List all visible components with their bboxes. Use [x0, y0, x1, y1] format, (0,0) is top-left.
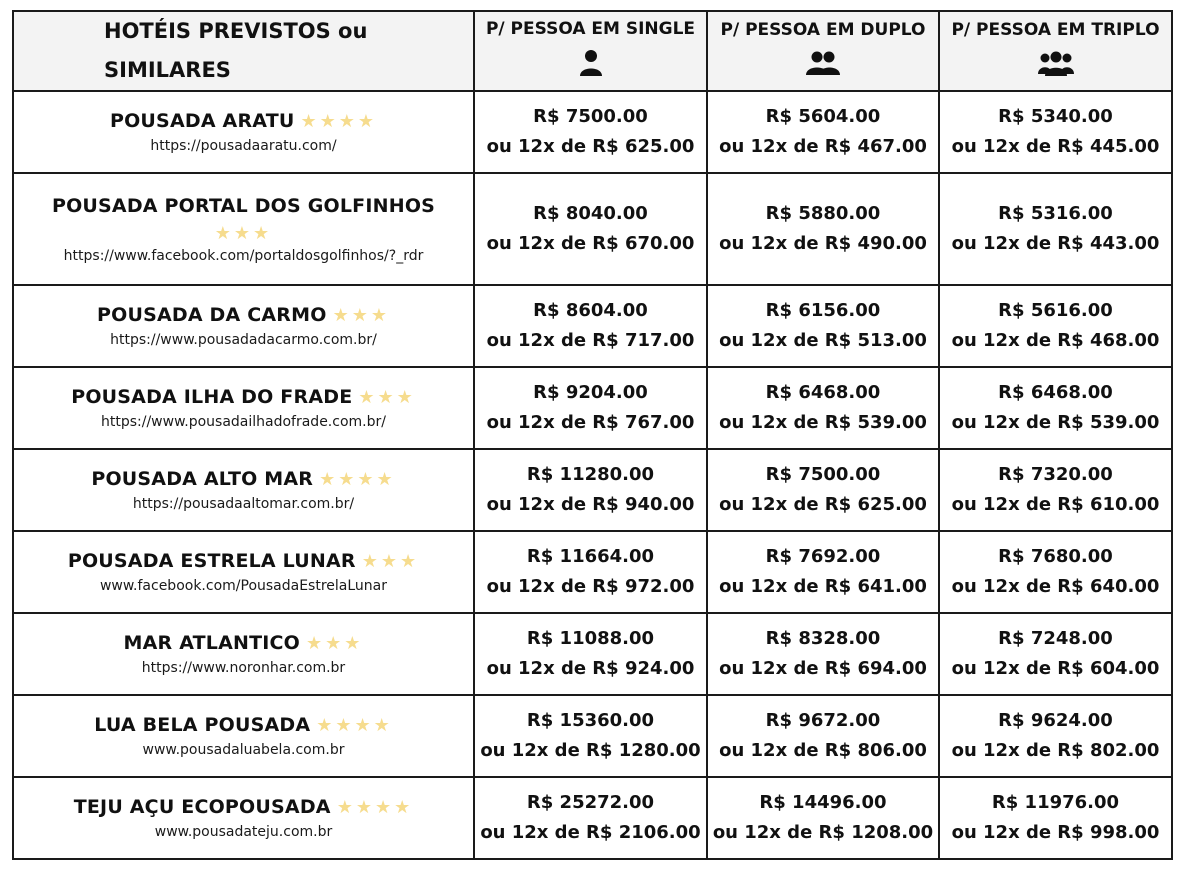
hotel-cell: [13, 613, 474, 695]
price: R$ 5880.00: [765, 203, 881, 224]
star-rating: ★★★★: [336, 797, 414, 818]
single-price-cell: [474, 367, 707, 449]
price: R$ 9624.00: [998, 710, 1113, 731]
hotel-cell: [13, 449, 474, 531]
hotel-url: www.pousadaluabela.com.br: [142, 742, 345, 758]
three-people-icon: [1038, 50, 1074, 76]
triplo-price-cell: [939, 367, 1172, 449]
table-row: [13, 695, 1172, 777]
hotel-url: https://www.pousadadacarmo.com.br/: [110, 332, 377, 348]
single-price-cell: [474, 285, 707, 367]
hotel-cell: [13, 695, 474, 777]
hotel-name: MAR ATLANTICO: [123, 632, 301, 654]
hotel-cell: [13, 285, 474, 367]
installment: ou 12x de R$ 513.00: [719, 330, 927, 351]
installment: ou 12x de R$ 641.00: [719, 576, 927, 597]
triplo-price-cell: [939, 613, 1172, 695]
hotel-name: LUA BELA POUSADA: [94, 714, 311, 736]
triplo-price-cell: [939, 695, 1172, 777]
price: R$ 6468.00: [998, 382, 1113, 403]
duplo-column-header: [707, 11, 939, 91]
price: R$ 11280.00: [526, 464, 655, 485]
price: R$ 9672.00: [765, 710, 881, 731]
price: R$ 7248.00: [998, 628, 1113, 649]
triplo-price-cell: [939, 173, 1172, 285]
hotel-name: POUSADA PORTAL DOS GOLFINHOS: [51, 194, 436, 217]
table-row: [13, 531, 1172, 613]
price: R$ 9204.00: [533, 382, 648, 403]
installment: ou 12x de R$ 625.00: [486, 136, 695, 157]
hotel-url: https://pousadaaltomar.com.br/: [132, 496, 355, 512]
hotel-name: TEJU AÇU ECOPOUSADA: [73, 796, 331, 818]
hotel-price-table: [12, 10, 1173, 860]
hotel-cell: [13, 173, 474, 285]
installment: ou 12x de R$ 998.00: [951, 822, 1160, 843]
price: R$ 5604.00: [765, 106, 881, 127]
duplo-price-cell: [707, 695, 939, 777]
star-rating: ★★★: [214, 222, 273, 244]
installment: ou 12x de R$ 717.00: [486, 330, 695, 351]
installment: ou 12x de R$ 625.00: [719, 494, 927, 515]
price: R$ 11088.00: [526, 628, 655, 649]
single-price-cell: [474, 173, 707, 285]
table-row: [13, 285, 1172, 367]
installment: ou 12x de R$ 972.00: [486, 576, 695, 597]
star-rating: ★★★★: [319, 469, 396, 490]
triplo-price-cell: [939, 91, 1172, 173]
installment: ou 12x de R$ 670.00: [486, 233, 695, 254]
hotel-cell: [13, 367, 474, 449]
installment: ou 12x de R$ 1280.00: [480, 740, 701, 761]
hotel-url: https://www.pousadailhadofrade.com.br/: [101, 414, 386, 430]
hotel-url: https://pousadaaratu.com/: [150, 138, 337, 154]
installment: ou 12x de R$ 640.00: [951, 576, 1160, 597]
price: R$ 14496.00: [759, 792, 887, 813]
duplo-price-cell: [707, 449, 939, 531]
installment: ou 12x de R$ 610.00: [951, 494, 1160, 515]
price: R$ 8328.00: [765, 628, 881, 649]
table-row: [13, 449, 1172, 531]
triplo-price-cell: [939, 531, 1172, 613]
hotels-header-line-1: HOTÉIS PREVISTOS ou: [104, 19, 368, 43]
table-row: [13, 777, 1172, 859]
price: R$ 8604.00: [533, 300, 648, 321]
installment: ou 12x de R$ 445.00: [951, 136, 1160, 157]
single-price-cell: [474, 91, 707, 173]
duplo-price-cell: [707, 91, 939, 173]
star-rating: ★★★★: [300, 111, 378, 132]
price: R$ 15360.00: [526, 710, 655, 731]
duplo-price-cell: [707, 285, 939, 367]
table-row: [13, 613, 1172, 695]
single-person-icon: [579, 49, 603, 77]
table-row: [13, 367, 1172, 449]
table-row: [13, 173, 1172, 285]
hotel-name: POUSADA ALTO MAR: [91, 468, 314, 490]
installment: ou 12x de R$ 940.00: [486, 494, 695, 515]
single-price-cell: [474, 695, 707, 777]
hotel-url: www.facebook.com/PousadaEstrelaLunar: [99, 578, 388, 594]
hotel-url: https://www.noronhar.com.br: [141, 660, 346, 676]
price: R$ 5340.00: [998, 106, 1113, 127]
table-row: [13, 91, 1172, 173]
star-rating: ★★★: [361, 551, 420, 572]
installment: ou 12x de R$ 802.00: [951, 740, 1160, 761]
triplo-price-cell: [939, 285, 1172, 367]
hotel-name: POUSADA ILHA DO FRADE: [71, 386, 353, 408]
hotel-cell: [13, 531, 474, 613]
two-people-icon: [805, 50, 841, 76]
price: R$ 7500.00: [533, 106, 648, 127]
hotels-header-line-2: SIMILARES: [104, 58, 231, 82]
installment: ou 12x de R$ 806.00: [719, 740, 927, 761]
installment: ou 12x de R$ 443.00: [951, 233, 1160, 254]
installment: ou 12x de R$ 490.00: [719, 233, 927, 254]
installment: ou 12x de R$ 604.00: [951, 658, 1160, 679]
star-rating: ★★★: [332, 305, 391, 326]
hotel-name: POUSADA ESTRELA LUNAR: [67, 550, 356, 572]
price: R$ 7680.00: [998, 546, 1113, 567]
installment: ou 12x de R$ 694.00: [719, 658, 927, 679]
single-column-header: [474, 11, 707, 91]
installment: ou 12x de R$ 767.00: [486, 412, 695, 433]
single-header-label: P/ PESSOA EM SINGLE: [485, 19, 696, 39]
triplo-header-label: P/ PESSOA EM TRIPLO: [951, 20, 1160, 40]
single-price-cell: [474, 531, 707, 613]
hotel-name: POUSADA ARATU: [109, 110, 295, 132]
price: R$ 7692.00: [765, 546, 881, 567]
installment: ou 12x de R$ 924.00: [486, 658, 695, 679]
duplo-price-cell: [707, 531, 939, 613]
price: R$ 5316.00: [998, 203, 1113, 224]
hotels-column-header: [13, 11, 474, 91]
hotel-url: www.pousadateju.com.br: [154, 824, 333, 840]
hotel-cell: [13, 777, 474, 859]
installment: ou 12x de R$ 467.00: [719, 136, 927, 157]
price: R$ 6156.00: [765, 300, 881, 321]
installment: ou 12x de R$ 539.00: [951, 412, 1160, 433]
hotel-name: POUSADA DA CARMO: [96, 304, 327, 326]
hotel-url: https://www.facebook.com/portaldosgolfinhos/?_rdr: [63, 247, 424, 264]
price: R$ 25272.00: [526, 792, 655, 813]
table-header-row: [13, 11, 1172, 91]
price: R$ 11976.00: [991, 792, 1120, 813]
installment: ou 12x de R$ 1208.00: [712, 822, 934, 843]
single-price-cell: [474, 449, 707, 531]
price: R$ 5616.00: [998, 300, 1113, 321]
installment: ou 12x de R$ 468.00: [951, 330, 1160, 351]
duplo-price-cell: [707, 613, 939, 695]
price: R$ 7320.00: [998, 464, 1113, 485]
star-rating: ★★★★: [316, 715, 393, 736]
triplo-price-cell: [939, 449, 1172, 531]
triplo-column-header: [939, 11, 1172, 91]
price: R$ 11664.00: [526, 546, 655, 567]
triplo-price-cell: [939, 777, 1172, 859]
price: R$ 7500.00: [765, 464, 881, 485]
single-price-cell: [474, 777, 707, 859]
duplo-header-label: P/ PESSOA EM DUPLO: [720, 20, 926, 40]
star-rating: ★★★: [306, 633, 364, 654]
duplo-price-cell: [707, 367, 939, 449]
duplo-price-cell: [707, 173, 939, 285]
price: R$ 8040.00: [533, 203, 648, 224]
installment: ou 12x de R$ 539.00: [719, 412, 927, 433]
duplo-price-cell: [707, 777, 939, 859]
star-rating: ★★★: [358, 387, 416, 408]
hotel-cell: [13, 91, 474, 173]
price: R$ 6468.00: [765, 382, 881, 403]
single-price-cell: [474, 613, 707, 695]
installment: ou 12x de R$ 2106.00: [480, 822, 701, 843]
